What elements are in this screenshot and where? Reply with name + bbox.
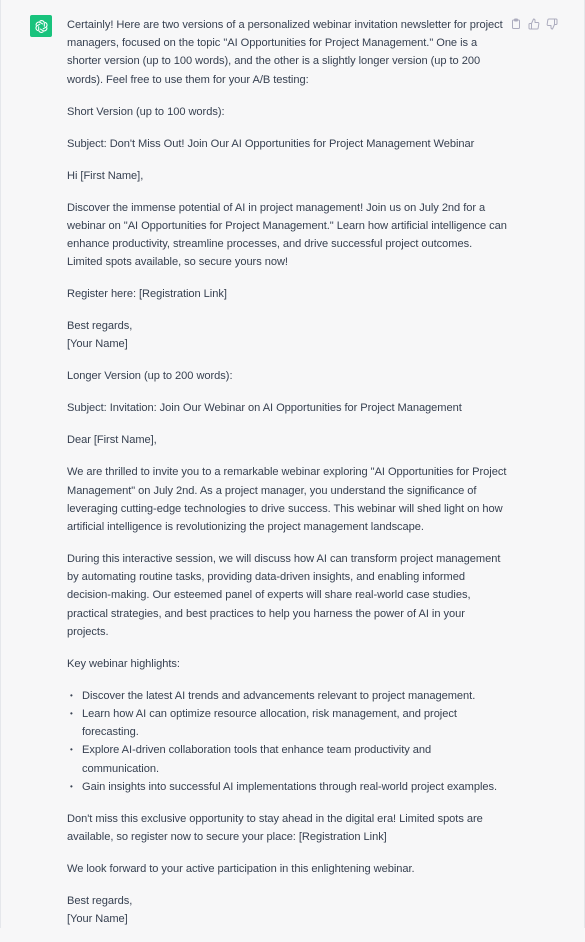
long-greeting: Dear [First Name], (67, 434, 157, 447)
short-version-heading: Short Version (up to 100 words): (67, 105, 225, 118)
highlights-heading: Key webinar highlights: (67, 657, 180, 670)
long-subject: Subject: Invitation: Join Our Webinar on AI Opportunities for Project Management (67, 402, 462, 415)
list-item-text: Learn how AI can optimize resource allocation, risk management, and project forecasting. (82, 708, 457, 739)
long-paragraph-1: We are thrilled to invite you to a remarkable webinar exploring "AI Opportunities for Project Management" on July 2nd. As a project manager, you understand the significance of leveraging cutting-edge technologies to drive success. This webinar will shed light on how artificial intelligence is revolutionizing the project management landscape. (67, 466, 507, 534)
thumbs-down-icon (546, 18, 558, 30)
list-item (70, 687, 507, 705)
like-button[interactable] (527, 17, 541, 31)
message-actions (509, 17, 559, 31)
short-body: Discover the immense potential of AI in project management! Join us on July 2nd for a webinar on "AI Opportunities for Project Management." Learn how artificial intelligence can enhance productivity, streamline processes, and drive successful project outcomes. Limited spots available, so secure yours now! (67, 201, 507, 269)
list-item-text: Discover the latest AI trends and advancements relevant to project management. (82, 689, 476, 702)
openai-logo-icon (34, 19, 49, 34)
thumbs-up-icon (528, 18, 540, 30)
bullet-icon: • (70, 709, 73, 719)
long-version-heading: Longer Version (up to 200 words): (67, 370, 233, 383)
list-item-text: Explore AI-driven collaboration tools that enhance team productivity and communication. (82, 744, 432, 775)
short-sender-name: [Your Name] (67, 338, 128, 351)
short-greeting: Hi [First Name], (67, 169, 144, 182)
long-paragraph-2: During this interactive session, we will discuss how AI can transform project management by automating routine tasks, providing data-driven insights, and enabling informed decision-making. Our esteemed panel of experts will share real-world case studies, practical strategies, and best practices to help you harness the power of AI in your projects. (67, 553, 501, 638)
long-forward: We look forward to your active participation in this enlightening webinar. (67, 863, 415, 876)
short-signature (67, 317, 507, 353)
long-signature (67, 892, 507, 928)
list-item (70, 705, 507, 741)
list-item (70, 778, 507, 796)
intro-text: Certainly! Here are two versions of a personalized webinar invitation newsletter for project managers, focused on the topic "AI Opportunities for Project Management." One is a shorter version (up to 100 words), and the other is a slightly longer version (up to 200 words). Feel free to use them for your A/B testing: (67, 19, 503, 86)
dislike-button[interactable] (545, 17, 559, 31)
message-content (67, 16, 507, 942)
short-subject: Subject: Don't Miss Out! Join Our AI Opportunities for Project Management Webinar (67, 137, 475, 150)
assistant-avatar (30, 15, 52, 37)
highlights-list (67, 687, 507, 796)
bullet-icon: • (70, 781, 73, 791)
clipboard-icon (510, 18, 522, 30)
long-closing: Don't miss this exclusive opportunity to stay ahead in the digital era! Limited spots are available, so register now to secure your place: [Registration Link] (67, 812, 483, 844)
short-register-line: Register here: [Registration Link] (67, 288, 227, 301)
list-item-text: Gain insights into successful AI implementations through real-world project examples. (82, 780, 498, 793)
long-sender-name: [Your Name] (67, 913, 128, 926)
long-signoff: Best regards, (67, 895, 133, 908)
list-item (70, 741, 507, 777)
copy-button[interactable] (509, 17, 523, 31)
short-signoff: Best regards, (67, 320, 133, 333)
bullet-icon: • (70, 745, 73, 755)
bullet-icon: • (70, 690, 73, 700)
